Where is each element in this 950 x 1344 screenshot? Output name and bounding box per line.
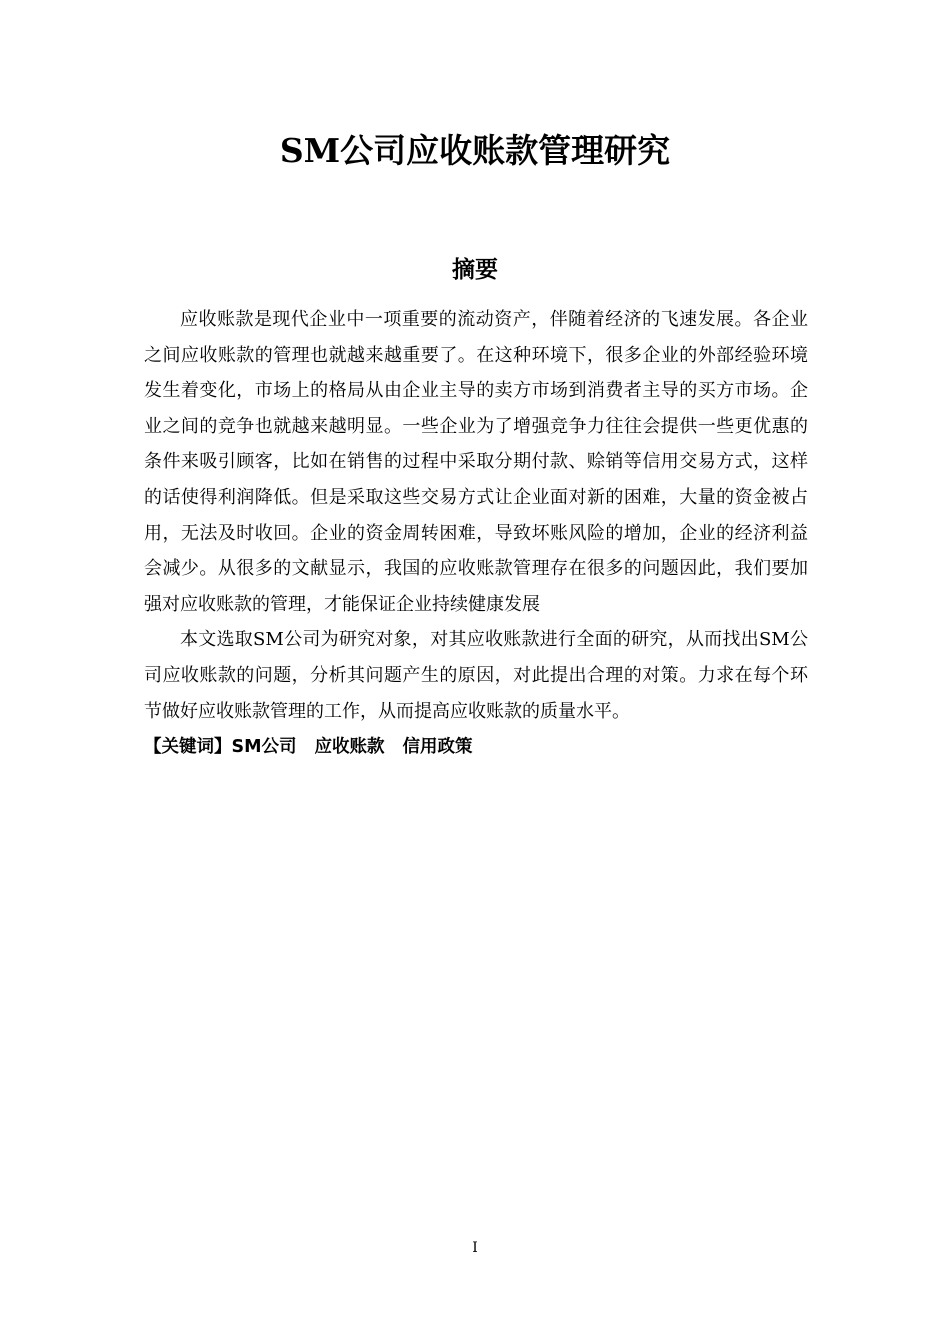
document-title: SM公司应收账款管理研究 [279, 131, 671, 170]
abstract-paragraph-1: 应收账款是现代企业中一项重要的流动资产，伴随着经济的飞速发展。各企业之间应收账款的管理也就越来越重要了。在这种环境下，很多企业的外部经验环境发生着变化，市场上的格局从由企业主导的卖方市场到消费者主导的买方市场。企业之间的竞争也就越来越明显。一些企业为了增强竞争力往往会提供一些更优惠的条件来吸引顾客，比如在销售的过程中采取分期付款、赊销等信用交易方式，这样的话使得利润降低。但是采取这些交易方式让企业面对新的困难，大量的资金被占用，无法及时收回。企业的资金周转困难，导致坏账风险的增加，企业的经济利益会减少。从很多的文献显示，我国的应收账款管理存在很多的问题因此，我们要加强对应收账款的管理，才能保证企业持续健康发展 [144, 309, 808, 615]
keyword-1: SM公司 [231, 737, 297, 758]
keyword-3: 信用政策 [402, 737, 473, 758]
page-number: I [472, 1240, 478, 1256]
abstract-paragraph-2: 本文选取SM公司为研究对象，对其应收账款进行全面的研究，从而找出SM公司应收账款的问题，分析其问题产生的原因，对此提出合理的对策。力求在每个环节做好应收账款管理的工作，从而提高应收账款的质量水平。 [144, 629, 808, 722]
keywords-line [144, 729, 808, 765]
keyword-2: 应收账款 [314, 737, 385, 758]
abstract-heading: 摘要 [452, 257, 498, 283]
keywords-label: 【关键词】 [144, 737, 232, 758]
abstract-body [144, 302, 808, 765]
